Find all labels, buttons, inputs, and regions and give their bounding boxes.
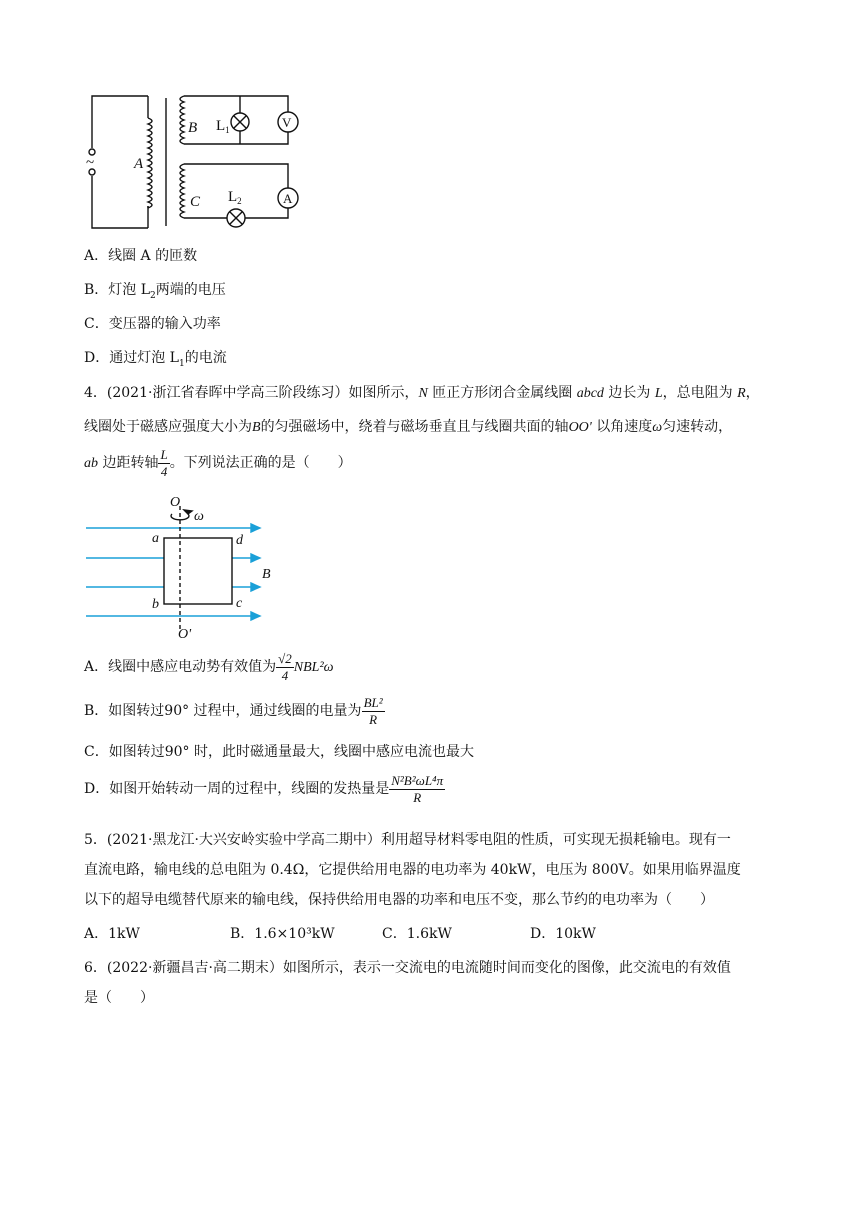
coil-c-label: C — [190, 194, 201, 210]
q6-stem-line-2: 是（ ） — [84, 990, 154, 1006]
field-b-label: B — [262, 567, 271, 582]
q5-stem-line-1: 5．(2021·黑龙江·大兴安岭实验中学高二期中）利用超导材料零电阻的性质，可实现无损耗输电。现有一 — [84, 832, 731, 848]
q6-stem-line-1: 6．(2022·新疆昌吉·高二期末）如图所示，表示一交流电的电流随时间而变化的图像，此交流电的有效值 — [84, 960, 731, 976]
q3-option-a: A．线圈 A 的匝数 — [84, 248, 198, 264]
q3-option-d: D．通过灯泡 $L_1$的电流 — [84, 350, 227, 369]
voltmeter-label: V — [282, 115, 292, 130]
q4-stem-line-2: 线圈处于磁感应强度大小为B的匀强磁场中，绕着与磁场垂直且与线圈共面的轴OO' 以角速度ω匀速转动， — [84, 419, 733, 435]
fraction-bl2-over-r: $\frac{\text{BL²}}{R}$ — [363, 694, 383, 727]
q5-option-a: A．1kW — [84, 926, 140, 942]
coil-b-label: B — [188, 120, 198, 136]
corner-b-label: b — [152, 597, 159, 612]
fraction-l-over-4: $\frac{L}{4}$ — [160, 446, 168, 479]
q5-option-d: D．10kW — [530, 926, 596, 942]
corner-d-label: d — [236, 533, 243, 548]
q3-option-b: B．灯泡 $L_2$两端的电压 — [84, 282, 226, 301]
q5-stem-line-2: 直流电路，输电线的总电阻为 0.4Ω，它提供给用电器的电功率为 40kW，电压为 800V。如果用临界温度 — [84, 862, 741, 878]
corner-c-label: c — [236, 596, 243, 611]
transformer-circuit-figure — [84, 88, 306, 238]
q5-options-row — [84, 924, 644, 944]
q4-option-d: D．如图开始转动一周的过程中，线圈的发热量是 $\frac{\text{N²B²ωL⁴π}}{R}$ — [84, 772, 444, 805]
q4-option-a: A．线圈中感应电动势有效值为 $\frac{√2}{4}$ NBL²ω — [84, 650, 334, 683]
coil-a-label: A — [134, 156, 144, 172]
lamp-l2-label: $L_2$ — [228, 189, 242, 206]
axis-o-prime-label: O' — [178, 627, 192, 640]
q4-stem-line-1: 4．(2021·浙江省春晖中学高三阶段练习）如图所示，N 匝正方形闭合金属线圈 abcd 边长为 L，总电阻为 R， — [84, 385, 760, 401]
axis-o-label: O — [170, 495, 181, 510]
q5-stem-line-3: 以下的超导电缆替代原来的输电线，保持供给用电器的功率和电压不变，那么节约的电功率为（ ） — [84, 892, 714, 908]
q5-option-c: C．1.6kW — [382, 926, 452, 942]
q5-option-b: B．1.6×10³kW — [230, 926, 335, 942]
q4-stem-line-3: ab 边距转轴 $\frac{L}{4}$ 。下列说法正确的是（ ） — [84, 446, 352, 479]
ammeter-label: A — [283, 191, 293, 206]
fraction-heat: $\frac{\text{N²B²ωL⁴π}}{R}$ — [391, 772, 444, 805]
ac-source-symbol: ~ — [86, 155, 95, 171]
rotating-coil-figure — [84, 494, 284, 640]
omega-label: ω — [194, 509, 204, 524]
q4-option-b: B．如图转过90° 过程中，通过线圈的电量为 $\frac{\text{BL²}}{R}$ — [84, 694, 383, 727]
corner-a-label: a — [152, 531, 159, 546]
q4-option-c: C．如图转过90° 时，此时磁通量最大，线圈中感应电流也最大 — [84, 744, 474, 760]
q3-option-c: C．变压器的输入功率 — [84, 316, 221, 332]
lamp-l1-label: $L_1$ — [216, 118, 230, 135]
fraction-root2-over-4: $\frac{√2}{4}$ — [278, 650, 292, 683]
